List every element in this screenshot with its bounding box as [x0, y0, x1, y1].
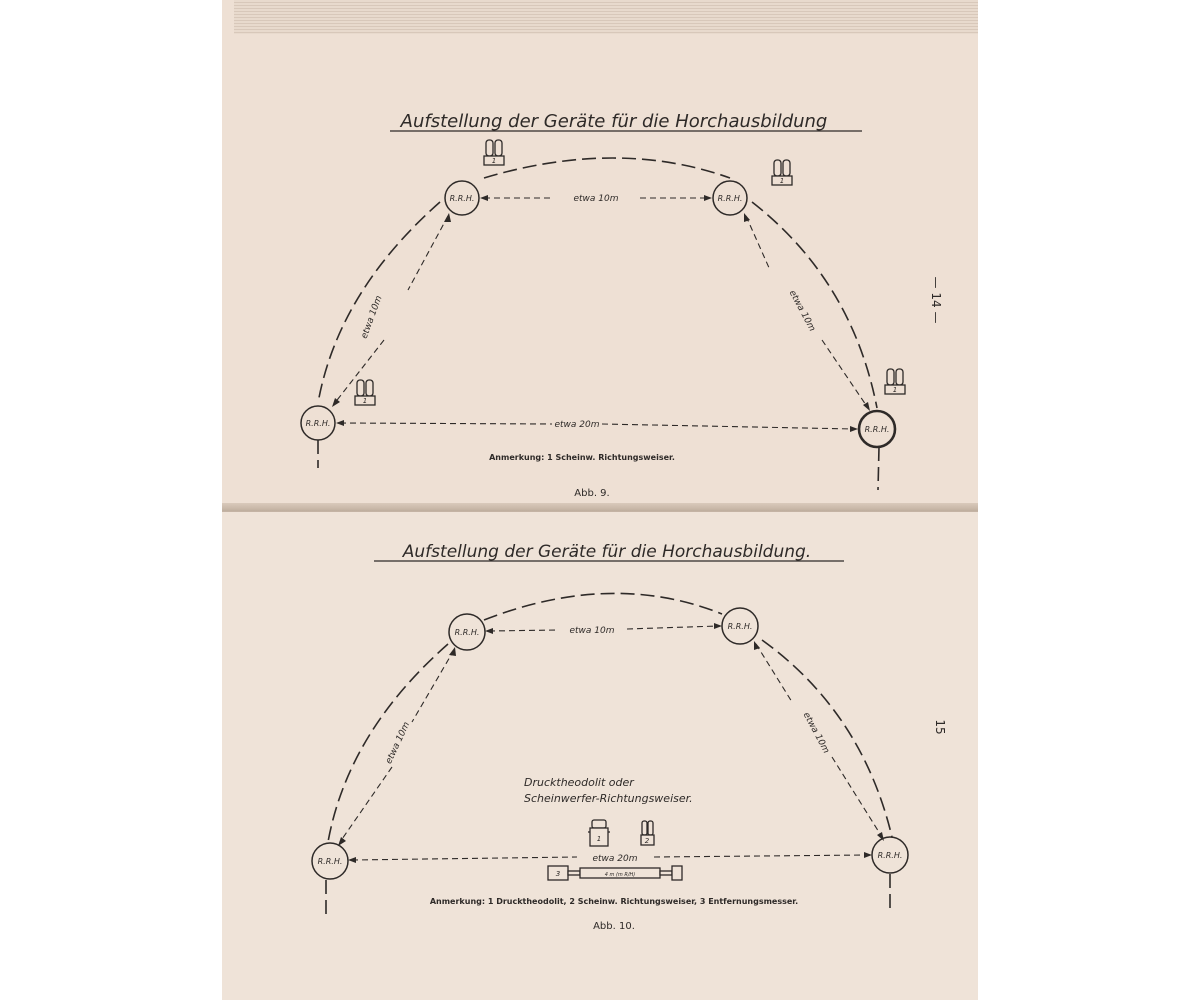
- figure-9-note: Anmerkung: 1 Scheinw. Richtungsweiser.: [489, 453, 675, 462]
- arc-top: [484, 158, 730, 178]
- distance-label-top: etwa 10m: [569, 626, 615, 636]
- figure-10-note: Anmerkung: 1 Drucktheodolit, 2 Scheinw. Richtungsweiser, 3 Entfernungsmesser.: [429, 897, 799, 906]
- rangefinder-label: 4 m (m R/H): [604, 872, 636, 878]
- figure-9-caption: Abb. 9.: [574, 488, 610, 499]
- figure-9-diagram: [222, 0, 978, 505]
- station-label: R.R.H.: [864, 425, 890, 434]
- page-number-15: 15: [933, 719, 947, 735]
- figure-10-caption: Abb. 10.: [593, 921, 635, 932]
- instrument-number: 1: [892, 386, 898, 394]
- open-book: [222, 0, 978, 1000]
- page-number-14: — 14 —: [929, 276, 943, 324]
- station-label: R.R.H.: [305, 419, 331, 428]
- station-label: R.R.H.: [449, 194, 475, 203]
- page-edges: [234, 0, 978, 34]
- distance-label-left: etwa 10m: [384, 720, 413, 766]
- stub-right: [878, 447, 879, 490]
- arc-right: [752, 202, 877, 408]
- station-label: R.R.H.: [454, 628, 480, 637]
- figure-9-title: Aufstellung der Geräte für die Horchausbildung: [400, 111, 828, 132]
- instrument-number-3: 3: [555, 870, 561, 878]
- instrument-number: 1: [362, 397, 368, 405]
- figure-10-title: Aufstellung der Geräte für die Horchausbildung.: [402, 542, 812, 562]
- instrument-number-1: 1: [596, 835, 602, 843]
- center-label-line-2: Scheinwerfer-Richtungsweiser.: [524, 792, 693, 805]
- distance-label-bottom: etwa 20m: [592, 854, 638, 864]
- arc-left: [328, 644, 448, 842]
- arc-right: [762, 640, 892, 837]
- station-label: R.R.H.: [317, 857, 343, 866]
- page-15: [222, 512, 978, 1000]
- center-label-line-1: Drucktheodolit oder: [524, 776, 634, 789]
- instrument-number: 1: [779, 177, 785, 185]
- distance-label-bottom: etwa 20m: [554, 420, 600, 430]
- station-label: R.R.H.: [727, 622, 753, 631]
- distance-label-right: etwa 10m: [800, 710, 831, 756]
- arc-top: [484, 593, 722, 620]
- page-14: [222, 0, 978, 505]
- instrument-number-2: 2: [644, 837, 650, 845]
- station-label: R.R.H.: [877, 851, 903, 860]
- distance-label-right: etwa 10m: [786, 288, 817, 334]
- instrument-number: 1: [491, 157, 497, 165]
- distance-label-left: etwa 10m: [359, 294, 385, 341]
- figure-10-diagram: [222, 512, 978, 1000]
- station-label: R.R.H.: [717, 194, 743, 203]
- instrument-icons: [355, 140, 905, 405]
- distance-label-top: etwa 10m: [573, 194, 619, 204]
